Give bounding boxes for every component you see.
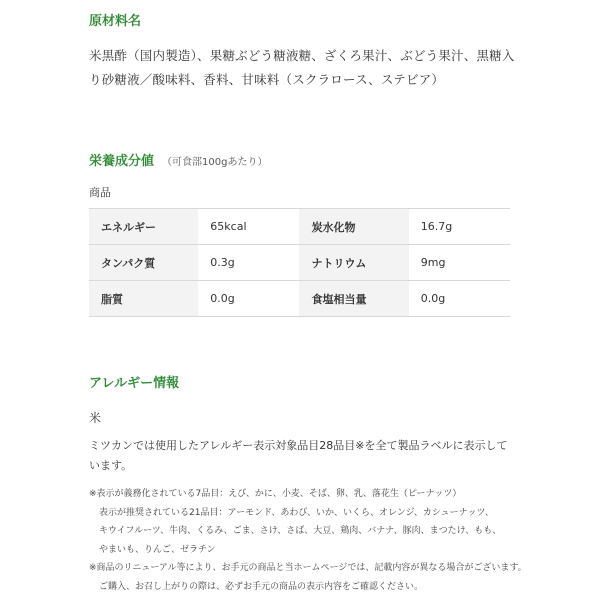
- nutrient-label: 脂質: [89, 281, 198, 317]
- ingredients-title: 原材料名: [89, 14, 142, 29]
- product-label: 商品: [89, 186, 111, 199]
- nutrient-label: 食塩相当量: [299, 281, 408, 317]
- nutrient-label: エネルギー: [89, 209, 198, 245]
- allergy-footnotes: [89, 485, 527, 596]
- nutrition-subtitle: （可食部100gあたり）: [162, 157, 268, 168]
- ingredients-text: 米黒酢（国内製造）、果糖ぶどう糖液糖、ざくろ果汁、ぶどう果汁、黒糖入り砂糖液／酸味料、香料、甘味料（スクラロース、ステビア）: [89, 48, 515, 87]
- nutrient-label: 炭水化物: [299, 209, 408, 245]
- nutrient-label: ナトリウム: [299, 245, 408, 281]
- footnote: ご購入、お召し上がりの際は、必ずお手元の商品の表示内容をご確認ください。: [99, 581, 424, 592]
- nutrient-value: 0.0g: [409, 281, 510, 317]
- allergy-item: 米: [89, 411, 102, 425]
- nutrient-value: 65kcal: [198, 209, 299, 245]
- nutrient-value: 0.0g: [198, 281, 299, 317]
- nutrient-value: 9mg: [409, 245, 510, 281]
- footnote: 表示が推奨されている21品目：アーモンド、あわび、いか、いくら、オレンジ、カシューナッツ、: [99, 507, 494, 518]
- footnote: ※商品のリニューアル等により、お手元の商品と当ホームページでは、記載内容が異なる場合がございます。: [89, 563, 527, 573]
- table-row: [89, 281, 510, 317]
- allergy-title: アレルギー情報: [89, 376, 180, 391]
- allergy-note: ミツカンでは使用したアレルギー表示対象品目28品目※を全て製品ラベルに表示しています。: [89, 439, 508, 472]
- table-row: [89, 245, 510, 281]
- nutrition-title: [89, 150, 267, 169]
- footnote: やまいも、りんご、ゼラチン: [99, 544, 216, 555]
- nutrient-value: 16.7g: [409, 209, 510, 245]
- nutrient-value: 0.3g: [198, 245, 299, 281]
- table-row: [89, 209, 510, 245]
- nutrition-table: [89, 208, 510, 317]
- nutrient-label: タンパク質: [89, 245, 198, 281]
- nutrition-title-text: 栄養成分値: [89, 154, 155, 169]
- footnote: キウイフルーツ、牛肉、くるみ、ごま、さけ、さば、大豆、鶏肉、バナナ、豚肉、まつたけ、もも、: [99, 526, 502, 536]
- footnote: ※表示が義務化されている7品目：えび、かに、小麦、そば、卵、乳、落花生（ピーナッツ）: [89, 489, 462, 499]
